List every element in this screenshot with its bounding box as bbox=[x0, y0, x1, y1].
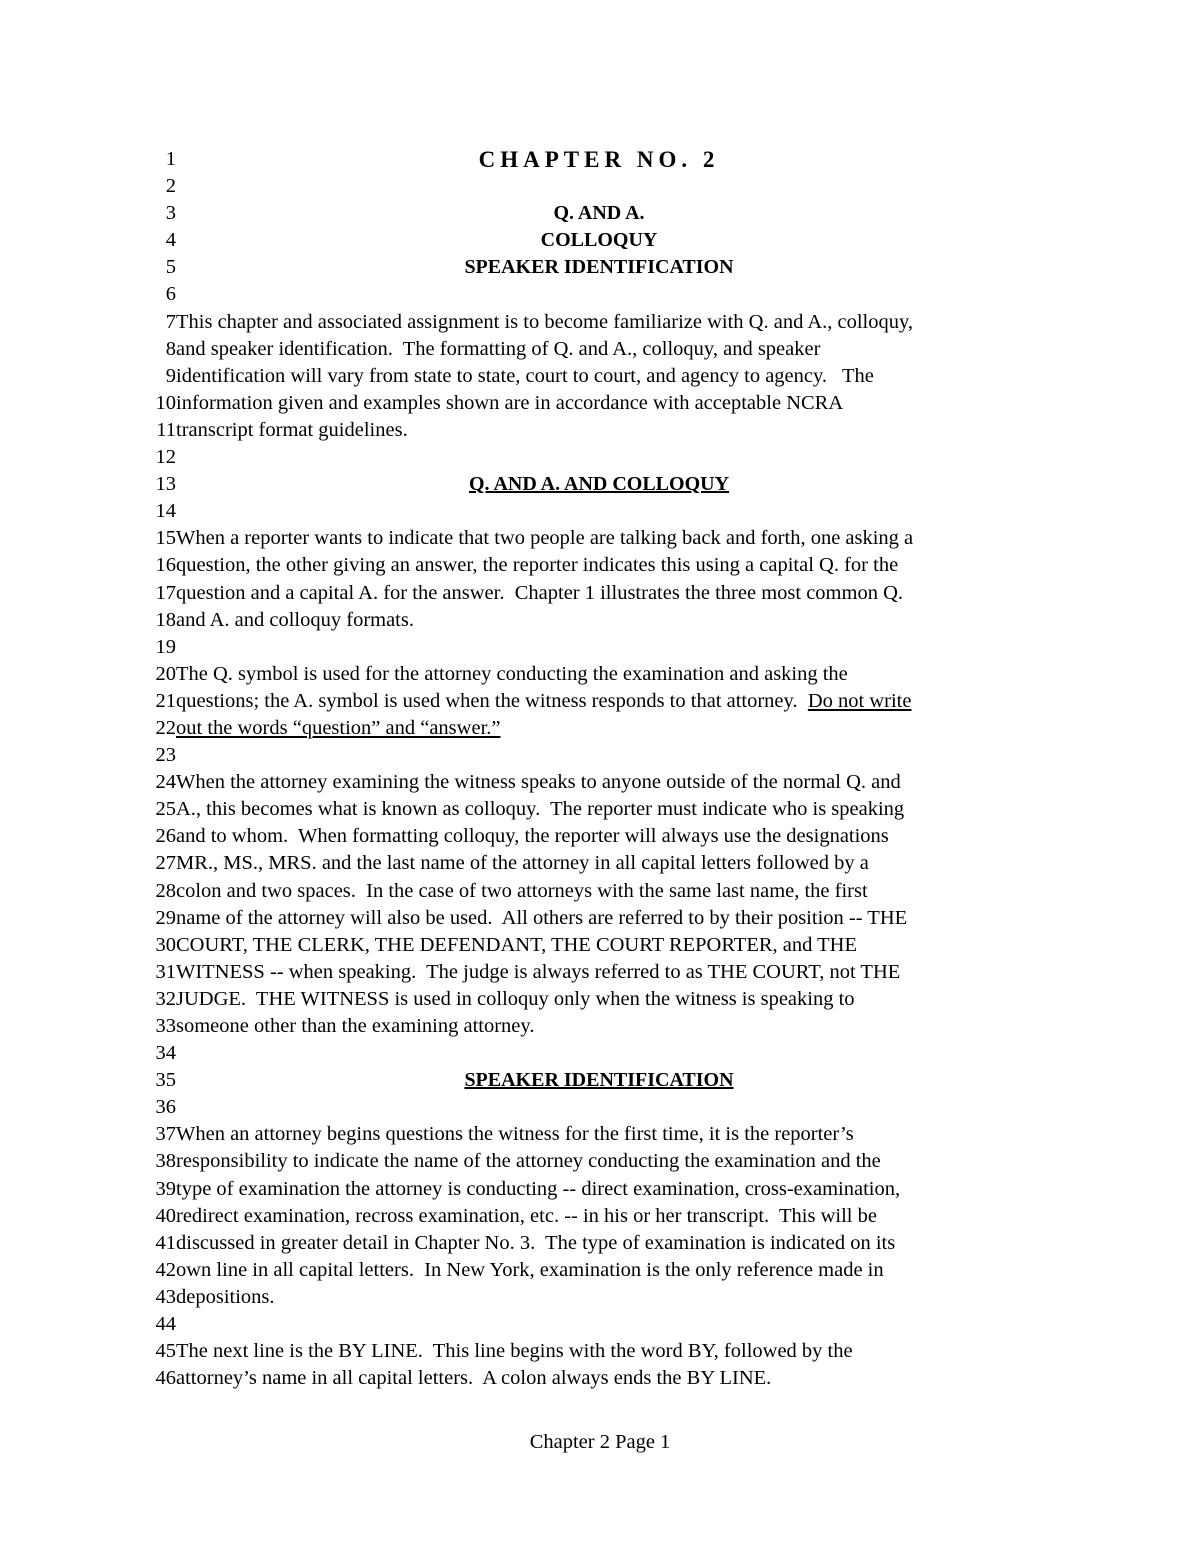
body-text: and A. and colloquy formats. bbox=[176, 608, 414, 631]
transcript-line bbox=[0, 281, 1200, 308]
body-text: information given and examples shown are in accordance with acceptable NCRA bbox=[176, 391, 844, 414]
transcript-line bbox=[0, 173, 1200, 200]
line-number: 26 bbox=[155, 825, 176, 848]
transcript-line bbox=[0, 336, 1200, 363]
transcript-line bbox=[0, 580, 1200, 607]
body-text: WITNESS -- when speaking. The judge is always referred to as THE COURT, not THE bbox=[176, 960, 901, 983]
line-number: 45 bbox=[155, 1340, 176, 1363]
transcript-line bbox=[0, 444, 1200, 471]
transcript-line bbox=[0, 1365, 1200, 1392]
body-text: A., this becomes what is known as colloquy. The reporter must indicate who is speaking bbox=[176, 798, 905, 821]
transcript-line bbox=[0, 607, 1200, 634]
section-heading: Q. AND A. AND COLLOQUY bbox=[468, 473, 730, 496]
body-text: When a reporter wants to indicate that two people are talking back and forth, one asking a bbox=[176, 527, 914, 550]
body-text: depositions. bbox=[176, 1285, 275, 1308]
transcript-line bbox=[0, 417, 1200, 444]
body-text: MR., MS., MRS. and the last name of the attorney in all capital letters followed by a bbox=[176, 852, 869, 875]
transcript-line bbox=[0, 309, 1200, 336]
body-text: The Q. symbol is used for the attorney conducting the examination and asking the bbox=[176, 662, 848, 685]
line-number: 44 bbox=[155, 1313, 176, 1336]
transcript-line bbox=[0, 1230, 1200, 1257]
line-number: 7 bbox=[165, 310, 176, 333]
line-number: 2 bbox=[165, 175, 176, 198]
transcript-line bbox=[0, 1040, 1200, 1067]
line-number: 15 bbox=[155, 527, 176, 550]
transcript-lines bbox=[0, 146, 1200, 1392]
line-number: 34 bbox=[155, 1042, 176, 1065]
transcript-line bbox=[0, 471, 1200, 498]
section-heading: SPEAKER IDENTIFICATION bbox=[464, 256, 734, 279]
transcript-line bbox=[0, 878, 1200, 905]
transcript-line bbox=[0, 1067, 1200, 1094]
transcript-line bbox=[0, 1338, 1200, 1365]
transcript-line bbox=[0, 1311, 1200, 1338]
line-number: 8 bbox=[165, 337, 176, 360]
body-text: colon and two spaces. In the case of two attorneys with the same last name, the first bbox=[176, 879, 868, 902]
transcript-line bbox=[0, 1203, 1200, 1230]
transcript-line bbox=[0, 688, 1200, 715]
transcript-line bbox=[0, 986, 1200, 1013]
line-number: 38 bbox=[155, 1150, 176, 1173]
line-number: 22 bbox=[155, 716, 176, 739]
body-text: discussed in greater detail in Chapter No. 3. The type of examination is indicated on its bbox=[176, 1231, 896, 1254]
body-text: identification will vary from state to state, court to court, and agency to agency. The bbox=[176, 364, 874, 387]
body-text: redirect examination, recross examination, etc. -- in his or her transcript. This will be bbox=[176, 1204, 877, 1227]
body-text: attorney’s name in all capital letters. A colon always ends the BY LINE. bbox=[176, 1367, 772, 1390]
line-number: 46 bbox=[155, 1367, 176, 1390]
transcript-line bbox=[0, 742, 1200, 769]
line-number: 6 bbox=[165, 283, 176, 306]
chapter-title: CHAPTER NO. 2 bbox=[478, 147, 720, 172]
line-number: 25 bbox=[155, 798, 176, 821]
line-number: 27 bbox=[155, 852, 176, 875]
line-number: 5 bbox=[165, 256, 176, 279]
body-text: own line in all capital letters. In New York, examination is the only reference made in bbox=[176, 1258, 884, 1281]
transcript-line bbox=[0, 200, 1200, 227]
line-number: 3 bbox=[165, 202, 176, 225]
line-number: 17 bbox=[155, 581, 176, 604]
transcript-line bbox=[0, 552, 1200, 579]
transcript-line bbox=[0, 146, 1200, 173]
line-number: 1 bbox=[165, 148, 176, 170]
body-text: The next line is the BY LINE. This line begins with the word BY, followed by the bbox=[176, 1340, 853, 1363]
body-text: question and a capital A. for the answer. Chapter 1 illustrates the three most common Q. bbox=[176, 581, 903, 604]
transcript-line bbox=[0, 1094, 1200, 1121]
transcript-line bbox=[0, 1284, 1200, 1311]
transcript-line bbox=[0, 1013, 1200, 1040]
body-text: type of examination the attorney is conducting -- direct examination, cross-examination, bbox=[176, 1177, 901, 1200]
body-text bbox=[176, 688, 911, 715]
line-number: 31 bbox=[155, 960, 176, 983]
line-number: 23 bbox=[155, 744, 176, 767]
transcript-line bbox=[0, 1257, 1200, 1284]
transcript-line bbox=[0, 715, 1200, 742]
line-number: 12 bbox=[155, 446, 176, 469]
line-number: 21 bbox=[155, 689, 176, 712]
section-heading: SPEAKER IDENTIFICATION bbox=[464, 1069, 734, 1092]
line-number: 4 bbox=[165, 229, 176, 252]
line-number: 28 bbox=[155, 879, 176, 902]
transcript-line bbox=[0, 823, 1200, 850]
transcript-line bbox=[0, 1176, 1200, 1203]
transcript-line bbox=[0, 769, 1200, 796]
transcript-line bbox=[0, 1121, 1200, 1148]
transcript-line bbox=[0, 959, 1200, 986]
transcript-line bbox=[0, 390, 1200, 417]
body-text: and to whom. When formatting colloquy, the reporter will always use the designations bbox=[176, 825, 889, 848]
line-number: 35 bbox=[155, 1069, 176, 1092]
line-number: 42 bbox=[155, 1258, 176, 1281]
section-heading: COLLOQUY bbox=[540, 229, 658, 252]
body-text: responsibility to indicate the name of the attorney conducting the examination and the bbox=[176, 1150, 881, 1173]
transcript-line bbox=[0, 905, 1200, 932]
page-footer: Chapter 2 Page 1 bbox=[529, 1431, 671, 1453]
transcript-line bbox=[0, 525, 1200, 552]
body-text: and speaker identification. The formatting of Q. and A., colloquy, and speaker bbox=[176, 337, 821, 360]
line-number: 9 bbox=[165, 364, 176, 387]
transcript-line bbox=[0, 254, 1200, 281]
body-text: someone other than the examining attorney. bbox=[176, 1015, 535, 1037]
body-text: out the words “question” and “answer.” bbox=[176, 716, 501, 739]
transcript-line bbox=[0, 850, 1200, 877]
line-number: 40 bbox=[155, 1204, 176, 1227]
transcript-line bbox=[0, 227, 1200, 254]
body-text: When the attorney examining the witness speaks to anyone outside of the normal Q. and bbox=[176, 771, 901, 794]
body-text: transcript format guidelines. bbox=[176, 418, 408, 441]
body-text: question, the other giving an answer, the reporter indicates this using a capital Q. for the bbox=[176, 554, 899, 577]
line-number: 32 bbox=[155, 987, 176, 1010]
line-number: 13 bbox=[155, 473, 176, 496]
transcript-line bbox=[0, 363, 1200, 390]
line-number: 39 bbox=[155, 1177, 176, 1200]
line-number: 20 bbox=[155, 662, 176, 685]
section-heading: Q. AND A. bbox=[553, 202, 645, 225]
body-text: name of the attorney will also be used. All others are referred to by their position -- THE bbox=[176, 906, 908, 929]
line-number: 19 bbox=[155, 635, 176, 658]
line-number: 10 bbox=[155, 391, 176, 414]
transcript-line bbox=[0, 498, 1200, 525]
line-number: 14 bbox=[155, 500, 176, 523]
line-number: 16 bbox=[155, 554, 176, 577]
line-number: 43 bbox=[155, 1285, 176, 1308]
transcript-line bbox=[0, 796, 1200, 823]
line-number: 11 bbox=[156, 418, 176, 441]
body-text: JUDGE. THE WITNESS is used in colloquy only when the witness is speaking to bbox=[176, 987, 855, 1010]
line-number: 30 bbox=[155, 933, 176, 956]
transcript-line bbox=[0, 1148, 1200, 1175]
body-text: COURT, THE CLERK, THE DEFENDANT, THE COURT REPORTER, and THE bbox=[176, 933, 857, 956]
line-number: 29 bbox=[155, 906, 176, 929]
line-number: 37 bbox=[155, 1123, 176, 1146]
line-number: 36 bbox=[155, 1096, 176, 1119]
line-number: 41 bbox=[155, 1231, 176, 1254]
transcript-line bbox=[0, 661, 1200, 688]
body-text-underlined: Do not write bbox=[807, 689, 912, 712]
body-text: This chapter and associated assignment is to become familiarize with Q. and A., colloquy, bbox=[176, 310, 914, 333]
body-text-plain: questions; the A. symbol is used when the witness responds to that attorney. bbox=[176, 689, 808, 712]
transcript-line bbox=[0, 634, 1200, 661]
line-number: 18 bbox=[155, 608, 176, 631]
line-number: 24 bbox=[155, 771, 176, 794]
line-number: 33 bbox=[155, 1015, 176, 1037]
transcript-line bbox=[0, 932, 1200, 959]
body-text: When an attorney begins questions the witness for the first time, it is the reporter’s bbox=[176, 1123, 854, 1146]
